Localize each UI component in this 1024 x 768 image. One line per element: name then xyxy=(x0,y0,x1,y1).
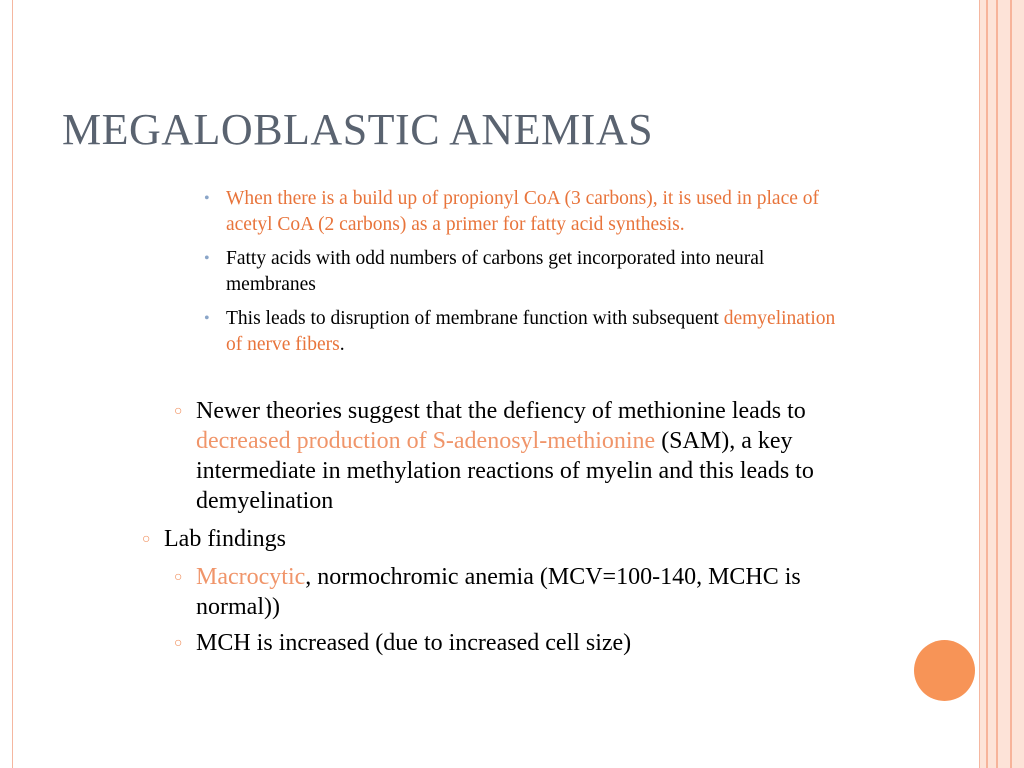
blue-dot-bullet-icon: • xyxy=(204,190,210,207)
sub-bullet-item xyxy=(204,306,854,358)
lab-finding-text: , normochromic anemia (MCV=100-140, MCHC is normal)) xyxy=(196,564,801,620)
sub-bullet-text-pre: This leads to disruption of membrane function with subsequent xyxy=(226,308,724,329)
orange-ring-bullet-icon: ○ xyxy=(174,404,183,419)
decorative-orange-circle xyxy=(914,640,975,701)
sub-bullet-item xyxy=(204,186,854,238)
sub-bullet-text-post: . xyxy=(339,334,345,355)
orange-ring-bullet-icon: ○ xyxy=(174,636,183,651)
decorative-stripe xyxy=(988,0,996,768)
orange-circle-bullet-icon: ○ xyxy=(142,532,151,547)
theory-highlight: decreased production of S-adenosyl-methionine xyxy=(196,428,656,454)
orange-ring-bullet-icon: ○ xyxy=(174,570,183,585)
sub-bullet-text: Fatty acids with odd numbers of carbons get incorporated into neural membranes xyxy=(226,248,765,295)
lab-findings-item xyxy=(142,524,862,554)
blue-dot-bullet-icon: • xyxy=(204,310,210,327)
theory-text-post: (SAM), a key intermediate in methylation reactions of myelin and this leads to demyelination xyxy=(196,428,814,514)
theory-bullet-item xyxy=(174,396,864,516)
decorative-stripe xyxy=(1012,0,1024,768)
lab-findings-list xyxy=(174,562,864,658)
lab-finding-highlight: Macrocytic xyxy=(196,564,306,590)
theory-list xyxy=(174,396,864,516)
lab-finding-text: MCH is increased (due to increased cell size) xyxy=(196,630,632,656)
sub-bullet-highlight: demyelination of nerve fibers xyxy=(226,308,836,355)
lab-findings-label: Lab findings xyxy=(164,526,286,552)
lab-finding-item xyxy=(174,562,864,622)
decorative-stripe xyxy=(998,0,1010,768)
sub-bullet-item xyxy=(204,246,854,298)
lab-finding-item xyxy=(174,628,864,658)
sub-bullet-list xyxy=(204,186,854,366)
slide-title: MEGALOBLASTIC ANEMIAS xyxy=(62,105,654,154)
sub-bullet-text: When there is a build up of propionyl CoA (3 carbons), it is used in place of acetyl CoA (2 carbons) as a primer for fatty acid synthesis. xyxy=(226,188,819,235)
blue-dot-bullet-icon: • xyxy=(204,250,210,267)
theory-text-pre: Newer theories suggest that the defiency of methionine leads to xyxy=(196,398,806,424)
main-bullet-list xyxy=(142,524,862,554)
